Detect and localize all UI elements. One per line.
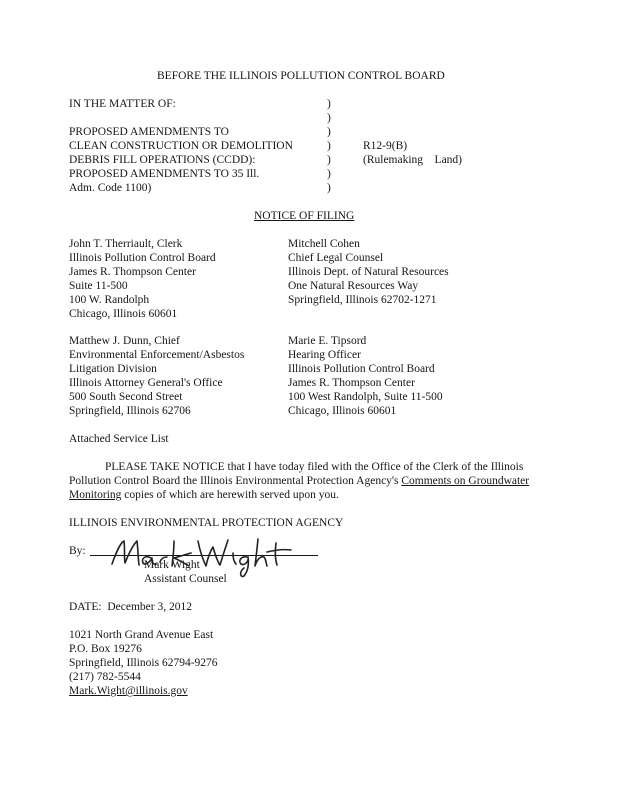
caption-paren: ): [327, 140, 331, 152]
signer-name: Mark Wight: [144, 559, 200, 571]
address-line: Chief Legal Counsel: [288, 252, 384, 264]
address-line: Mitchell Cohen: [288, 238, 360, 250]
contact-line: P.O. Box 19276: [69, 643, 142, 655]
email-link[interactable]: Mark.Wight@illinois.gov: [69, 685, 188, 697]
notice-title: NOTICE OF FILING: [254, 210, 355, 222]
addressee-attorney-general: [69, 334, 244, 418]
contact-line: 1021 North Grand Avenue East: [69, 629, 214, 641]
caption-paren: ): [327, 98, 331, 110]
caption-parens: [327, 97, 331, 195]
signer-title: Assistant Counsel: [144, 573, 227, 585]
notice-paragraph: [69, 460, 565, 502]
caption-line: PROPOSED AMENDMENTS TO: [69, 126, 229, 138]
contact-line: Springfield, Illinois 62794-9276: [69, 657, 218, 669]
caption-paren: ): [327, 154, 331, 166]
address-line: 100 West Randolph, Suite 11-500: [288, 391, 443, 403]
address-line: Suite 11-500: [69, 280, 128, 292]
by-label: By:: [69, 545, 86, 557]
address-line: Illinois Pollution Control Board: [288, 363, 435, 375]
address-line: Chicago, Illinois 60601: [288, 405, 397, 417]
notice-text: that I have today filed with the Office of the Clerk of the Illinois Pollution Control Board the Illinois Environmental Protection Agency's: [69, 461, 524, 487]
address-line: Illinois Attorney General's Office: [69, 377, 223, 389]
address-line: Litigation Division: [69, 363, 157, 375]
caption-line: IN THE MATTER OF:: [69, 98, 176, 110]
address-line: Springfield, Illinois 62706: [69, 405, 191, 417]
caption-line: [69, 111, 293, 125]
address-line: Environmental Enforcement/Asbestos: [69, 349, 245, 361]
addressee-dnr: [288, 237, 449, 307]
filed-document-title: Comments on Groundwater Monitoring: [69, 475, 530, 501]
address-line: Illinois Pollution Control Board: [69, 252, 216, 264]
address-line: James R. Thompson Center: [69, 266, 196, 278]
contact-line: (217) 782-5544: [69, 671, 141, 683]
filing-date: DATE: December 3, 2012: [69, 601, 192, 613]
caption-line: CLEAN CONSTRUCTION OR DEMOLITION: [69, 140, 293, 152]
page-title: BEFORE THE ILLINOIS POLLUTION CONTROL BOARD: [157, 70, 445, 82]
caption-paren: ): [327, 112, 331, 124]
caption-line: Adm. Code 1100): [69, 182, 152, 194]
address-line: 500 South Second Street: [69, 391, 183, 403]
address-line: Marie E. Tipsord: [288, 335, 367, 347]
address-line: Chicago, Illinois 60601: [69, 308, 178, 320]
agency-name: ILLINOIS ENVIRONMENTAL PROTECTION AGENCY: [69, 517, 344, 529]
address-line: 100 W. Randolph: [69, 294, 150, 306]
notice-tail: copies of which are herewith served upon you.: [121, 489, 339, 501]
address-line: James R. Thompson Center: [288, 377, 415, 389]
address-line: Illinois Dept. of Natural Resources: [288, 266, 449, 278]
addressee-clerk: [69, 237, 216, 321]
address-line: Hearing Officer: [288, 349, 361, 361]
address-line: Springfield, Illinois 62702-1271: [288, 294, 437, 306]
address-line: One Natural Resources Way: [288, 280, 419, 292]
caption-left: [69, 97, 293, 195]
caption-paren: ): [327, 182, 331, 194]
caption-paren: ): [327, 168, 331, 180]
rulemaking-type: (Rulemaking Land): [363, 154, 463, 166]
addressee-hearing-officer: [288, 334, 443, 418]
contact-address: [69, 628, 218, 698]
caption-line: DEBRIS FILL OPERATIONS (CCDD):: [69, 154, 256, 166]
caption-paren: ): [327, 126, 331, 138]
notice-lead: PLEASE TAKE NOTICE: [105, 461, 225, 473]
docket-number: R12-9(B): [363, 140, 408, 152]
service-list-note: Attached Service List: [69, 433, 169, 445]
address-line: John T. Therriault, Clerk: [69, 238, 183, 250]
address-line: Matthew J. Dunn, Chief: [69, 335, 180, 347]
caption-line: PROPOSED AMENDMENTS TO 35 Ill.: [69, 168, 260, 180]
